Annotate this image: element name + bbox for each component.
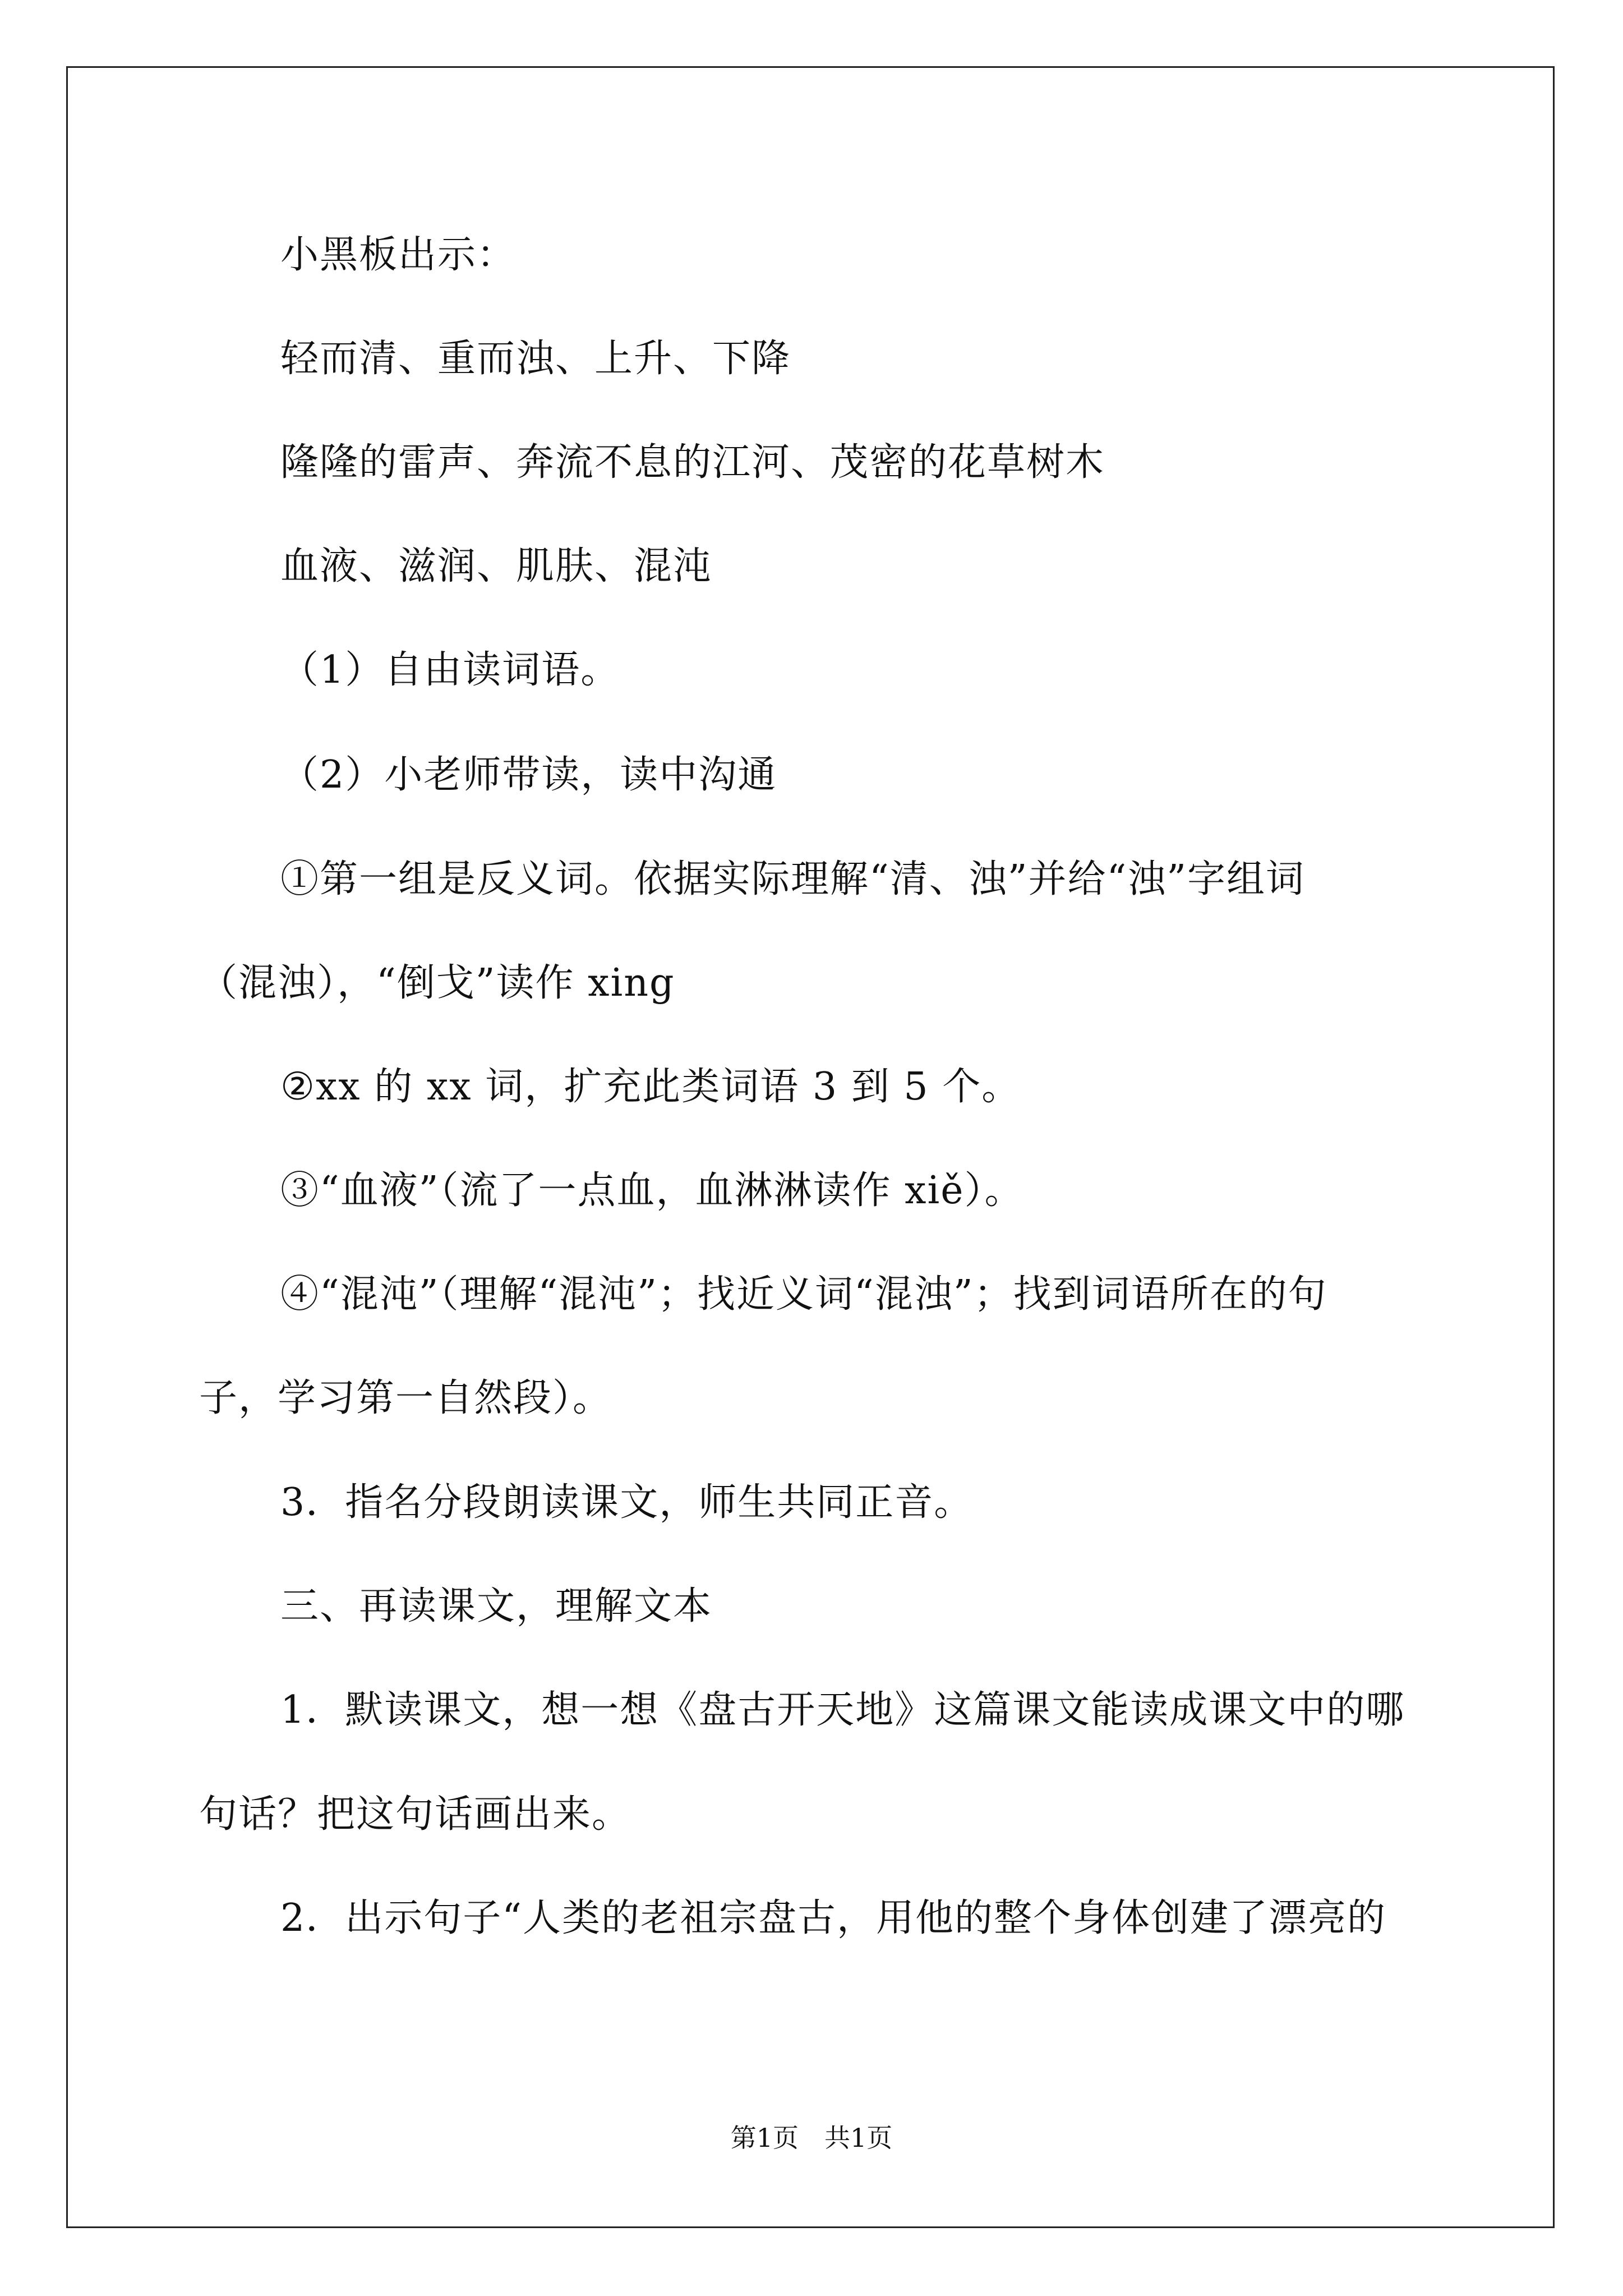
text-line-12: 子，学习第一自然段）。 [199,1376,612,1420]
text-line-1: 小黑板出示： [280,233,517,277]
text-line-11: ④“混沌”（理解“混沌”；找近义词“混浊”；找到词语所在的句 [280,1272,1327,1317]
text-line-13: 3．指名分段朗读课文，师生共同正音。 [280,1480,974,1525]
text-line-2: 轻而清、重而浊、上升、下降 [280,337,791,381]
text-line-8: （混浊），“倒戈”读作 xing [199,961,675,1005]
text-line-7: ①第一组是反义词。依据实际理解“清、浊”并给“浊”字组词 [280,857,1306,901]
text-line-17: 2．出示句子“人类的老祖宗盘古，用他的整个身体创建了漂亮的 [280,1896,1387,1940]
text-line-5: （1）自由读词语。 [280,648,620,692]
text-line-9: ②xx 的 xx 词，扩充此类词语 3 到 5 个。 [280,1065,1021,1109]
text-line-3: 隆隆的雷声、奔流不息的江河、茂密的花草树木 [280,440,1105,485]
text-line-6: （2）小老师带读，读中沟通 [280,753,777,797]
text-line-4: 血液、滋润、肌肤、混沌 [280,544,713,588]
text-line-14: 三、再读课文，理解文本 [280,1584,713,1628]
text-line-15: 1．默读课文，想一想《盘古开天地》这篇课文能读成课文中的哪 [280,1688,1405,1732]
text-line-16: 句话？把这句话画出来。 [199,1792,631,1837]
page-footer: 第1页 共1页 [730,2123,893,2153]
text-line-10: ③“血液”（流了一点血，血淋淋读作 xiě）。 [280,1168,1024,1213]
